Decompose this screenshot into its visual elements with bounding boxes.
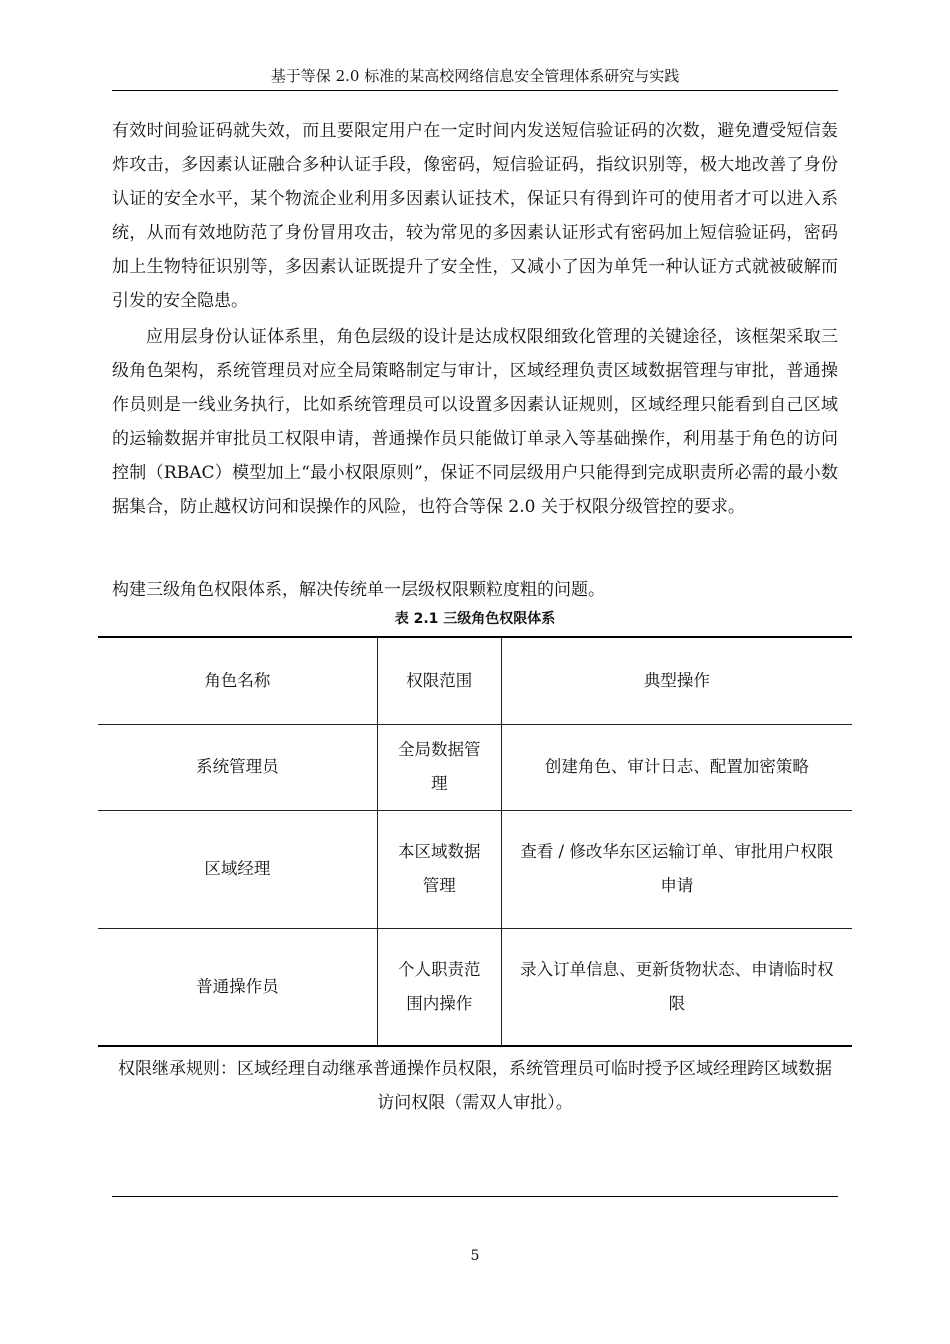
table-caption: 表 2.1 三级角色权限体系 [394, 611, 556, 627]
cell-role: 系统管理员 [98, 724, 377, 810]
cell-scope: 个人职责范围内操作 [377, 928, 501, 1046]
table-row [98, 810, 852, 928]
table-row [98, 724, 852, 810]
role-permission-table [98, 636, 852, 1047]
table-header-row [98, 637, 852, 724]
cell-role: 普通操作员 [98, 928, 377, 1046]
cell-operations: 录入订单信息、更新货物状态、申请临时权限 [501, 928, 852, 1046]
cell-operations: 查看 / 修改华东区运输订单、审批用户权限申请 [501, 810, 852, 928]
table-row [98, 928, 852, 1046]
cell-role: 区域经理 [98, 810, 377, 928]
header-typical-operations: 典型操作 [501, 637, 852, 724]
page-header-title: 基于等保 2.0 标准的某高校网络信息安全管理体系研究与实践 [270, 67, 680, 85]
table-lead-sentence: 构建三级角色权限体系，解决传统单一层级权限颗粒度粗的问题。 [112, 580, 605, 600]
cell-scope: 全局数据管理 [377, 724, 501, 810]
header-divider [112, 90, 838, 91]
footer-divider [112, 1196, 838, 1197]
header-role-name: 角色名称 [98, 637, 377, 724]
permission-inheritance-note: 权限继承规则：区域经理自动继承普通操作员权限，系统管理员可临时授予区域经理跨区域数据访问权限（需双人审批）。 [118, 1059, 832, 1113]
header-permission-scope: 权限范围 [377, 637, 501, 724]
cell-scope: 本区域数据管理 [377, 810, 501, 928]
page-number: 5 [470, 1248, 480, 1264]
body-paragraph-1: 有效时间验证码就失效，而且要限定用户在一定时间内发送短信验证码的次数，避免遭受短信轰炸攻击，多因素认证融合多种认证手段，像密码，短信验证码，指纹识别等，极大地改善了身份认证的安全水平，某个物流企业利用多因素认证技术，保证只有得到许可的使用者才可以进入系统，从而有效地防范了身份冒用攻击，较为常见的多因素认证形式有密码加上短信验证码，密码加上生物特征识别等，多因素认证既提升了安全性，又减小了因为单凭一种认证方式就被破解而引发的安全隐患。 [112, 121, 838, 311]
cell-operations: 创建角色、审计日志、配置加密策略 [501, 724, 852, 810]
body-paragraph-2: 应用层身份认证体系里，角色层级的设计是达成权限细致化管理的关键途径，该框架采取三级角色架构，系统管理员对应全局策略制定与审计，区域经理负责区域数据管理与审批，普通操作员则是一线业务执行，比如系统管理员可以设置多因素认证规则，区域经理只能看到自己区域的运输数据并审批员工权限申请，普通操作员只能做订单录入等基础操作，利用基于角色的访问控制（RBAC）模型加上“最小权限原则”，保证不同层级用户只能得到完成职责所必需的最小数据集合，防止越权访问和误操作的风险，也符合等保 2.0 关于权限分级管控的要求。 [112, 327, 838, 517]
